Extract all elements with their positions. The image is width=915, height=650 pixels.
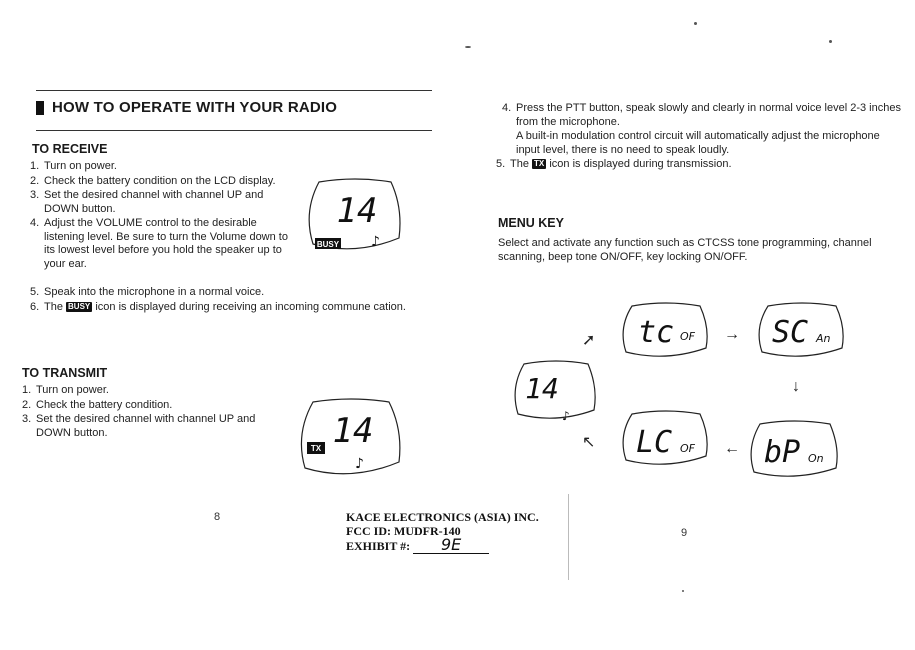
svg-text:LC: LC (635, 425, 673, 460)
svg-text:14: 14 (332, 411, 374, 451)
list-item: 5. The TX icon is displayed during transmission. (496, 158, 732, 170)
list-item: 5. Speak into the microphone in a normal voice. (30, 286, 265, 298)
tx-badge: TX (534, 159, 545, 168)
right-page (458, 0, 915, 650)
exhibit-label: EXHIBIT #: (346, 539, 411, 553)
svg-text:On: On (808, 452, 824, 465)
scan-speck (694, 22, 697, 25)
svg-text:TX: TX (310, 444, 322, 453)
list-item: 2. Check the battery condition. (22, 398, 173, 411)
transmit-title: TO TRANSMIT (22, 366, 108, 380)
receive-lcd (305, 178, 405, 256)
exhibit-value: 9E (440, 535, 462, 554)
svg-text:OF: OF (680, 442, 695, 455)
transmit-steps-cont (496, 102, 902, 173)
bottom-rule (36, 130, 432, 131)
list-item: 1. Turn on power. (30, 160, 117, 172)
menu-lcd-sc-on (756, 302, 846, 360)
receive-steps-cont (30, 286, 430, 315)
page-number-right: 9 (681, 527, 688, 539)
menu-lcd-channel (512, 360, 598, 424)
svg-text:bP: bP (763, 435, 801, 470)
arrow-left-icon: ← (724, 440, 740, 457)
scan-speck (682, 590, 684, 592)
svg-text:An: An (816, 332, 831, 345)
heading-bullet-icon (36, 101, 44, 115)
busy-badge: BUSY (68, 301, 91, 311)
list-item: 2. Check the battery condition on the LCD display. (30, 174, 276, 187)
svg-text:♪: ♪ (355, 456, 364, 472)
svg-text:14: 14 (525, 372, 559, 405)
heading-text: HOW TO OPERATE WITH YOUR RADIO (52, 99, 338, 116)
scan-speck (829, 40, 832, 43)
list-item: 1. Turn on power. (22, 384, 109, 396)
svg-text:BUSY: BUSY (316, 240, 340, 249)
page-heading (36, 99, 337, 116)
transmit-lcd (297, 398, 405, 480)
arrow-right-icon: → (724, 326, 740, 343)
arrow-up-right-icon: ➚ (582, 332, 596, 349)
menu-lcd-lc-off (620, 410, 710, 468)
menu-key-title: MENU KEY (498, 216, 564, 230)
transmit-steps (22, 384, 287, 441)
list-item: 6. The BUSY icon is displayed during receiving an incoming commune cation. (30, 300, 406, 313)
receive-title: TO RECEIVE (32, 142, 108, 156)
menu-lcd-tc-off (620, 302, 710, 360)
arrow-down-icon: ↓ (792, 378, 800, 395)
svg-text:♪: ♪ (371, 234, 380, 250)
menu-lcd-bp-on (748, 420, 840, 480)
svg-text:SC: SC (771, 315, 809, 350)
svg-text:♪: ♪ (562, 409, 570, 423)
list-item: A built-in modulation control circuit will automatically adjust the microphone input level, there is no need to speak loudly. (516, 130, 880, 156)
scan-speck (465, 46, 471, 48)
list-item: 3. Set the desired channel with channel UP and DOWN button. (22, 413, 256, 439)
fcc-id: FCC ID: MUDFR-140 (346, 524, 461, 538)
list-item: 4. Press the PTT button, speak slowly and clearly in normal voice level 2-3 inches from the microphone. (502, 102, 901, 128)
fold-line (568, 494, 569, 580)
company-name: KACE ELECTRONICS (ASIA) INC. (346, 510, 539, 524)
menu-key-text: Select and activate any function such as CTCSS tone programming, channel scanning, beep tone ON/OFF, key locking ON/OFF. (498, 237, 872, 263)
page-number-left: 8 (214, 511, 221, 523)
list-item: 4. Adjust the VOLUME control to the desirable listening level. Be sure to turn the Volume down to its lowest level before you hold the speaker up to your ear. (30, 217, 288, 270)
arrow-up-left-icon: ↖ (582, 434, 596, 451)
svg-text:14: 14 (336, 191, 378, 231)
top-rule (36, 90, 432, 91)
list-item: 3. Set the desired channel with channel UP and DOWN button. (30, 189, 264, 215)
receive-steps (30, 160, 292, 272)
svg-text:OF: OF (680, 330, 695, 343)
svg-text:tc: tc (637, 315, 675, 350)
